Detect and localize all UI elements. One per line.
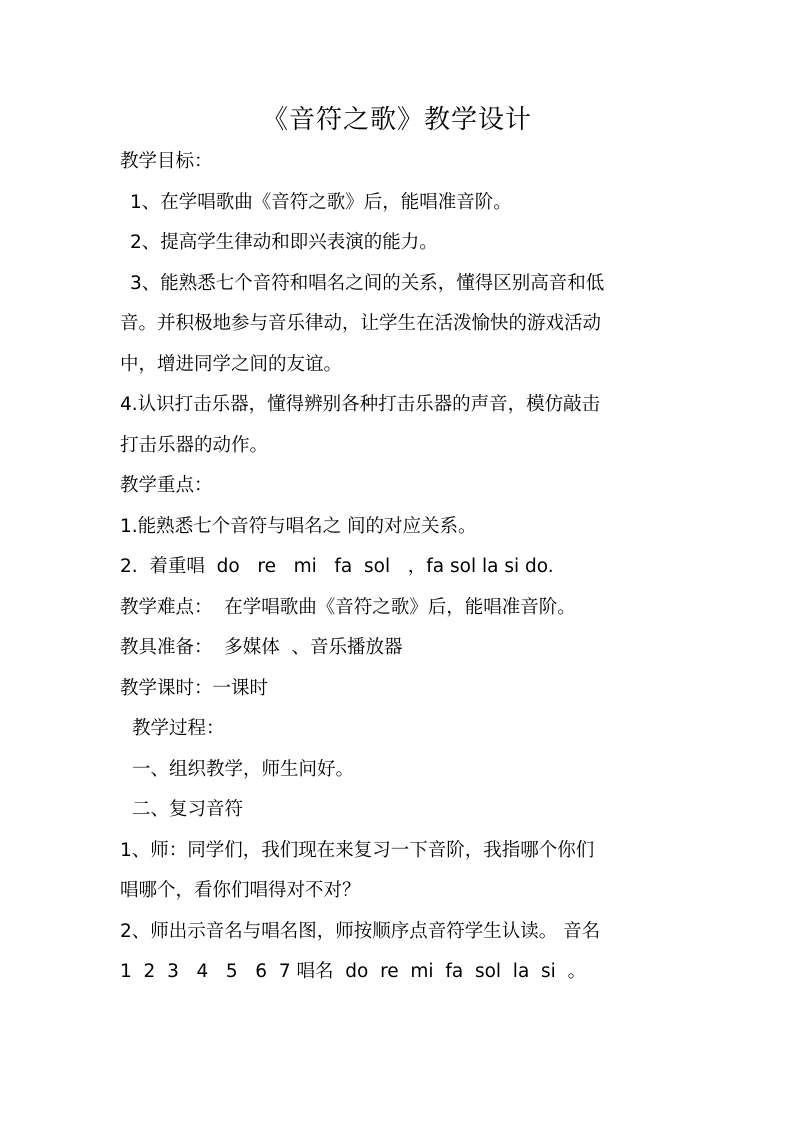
text-line: 2. 着重唱 do re mi fa sol ，fa sol la si do.: [120, 556, 554, 577]
document-title: 《音符之歌》教学设计: [261, 105, 532, 135]
text-line: 4.认识打击乐器，懂得辨别各种打击乐器的声音，模仿敲击: [120, 394, 601, 415]
text-line: 教具准备： 多媒体 、音乐播放器: [120, 637, 403, 658]
text-line: 1.能熟悉七个音符与唱名之 间的对应关系。: [120, 515, 477, 537]
text-line: 唱哪个，看你们唱得对不对？: [120, 880, 361, 901]
text-line: 音。并积极地参与音乐律动，让学生在活泼愉快的游戏活动: [120, 313, 602, 334]
text-line: 教学课时：一课时: [120, 677, 269, 699]
text-line: 打击乐器的动作。: [120, 434, 269, 456]
text-line: 教学难点： 在学唱歌曲《音符之歌》后，能唱准音阶。: [120, 596, 576, 618]
text-line: 教学目标：: [120, 151, 213, 172]
document-body: [120, 142, 680, 993]
text-line: 1、师：同学们，我们现在来复习一下音阶，我指哪个你们: [120, 839, 595, 861]
text-line: 教学重点：: [120, 475, 213, 496]
text-line: 中，增进同学之间的友谊。: [120, 353, 343, 375]
text-line: 1、在学唱歌曲《音符之歌》后，能唱准音阶。: [130, 191, 512, 213]
text-line: 二、复习音符: [132, 799, 244, 820]
text-line: 2、师出示音名与唱名图，师按顺序点音符学生认读。 音名: [120, 920, 601, 942]
text-line: 1 2 3 4 5 6 7 唱名 do re mi fa sol la si 。: [120, 961, 587, 982]
text-line: 3、能熟悉七个音符和唱名之间的关系，懂得区别高音和低: [130, 272, 605, 294]
text-line: 一、组织教学，师生问好。: [132, 758, 355, 780]
text-line: 2、提高学生律动和即兴表演的能力。: [130, 232, 438, 253]
text-line: 教学过程：: [132, 718, 225, 739]
